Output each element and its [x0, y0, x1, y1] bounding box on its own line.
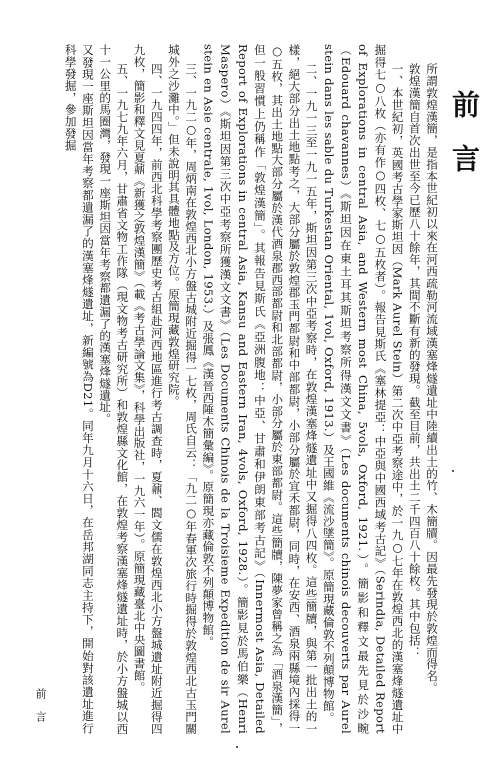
- paragraph-intro: 所謂敦煌漢簡，是指本世紀初以來在河西疏勒河流域漢塞烽燧遺址中陸續出土的竹、木簡牘。因最先發現於敦煌而得名。: [425, 62, 439, 694]
- page-title: 前言: [448, 90, 481, 198]
- paragraph-item-3: 三、一九二○年，周炳南在敦煌西北小方盤古城附近掘得一七枚，周氏自云：「九二○年春軍次旅行時掘得於敦煌西北古玉門關城外之沙灘中。」但未說明其具體地點及方位。原簡現藏敦煌研究院。: [166, 44, 199, 734]
- paragraph-item-2: 二、一九一三至一九一五年，斯坦因第三次中亞考察時，在敦煌漢塞烽燧遺址中又掘得八四枚。這些簡牘，與第一批出土的一樣，絕大部分出土地點考之，大部分屬於敦煌郡玉門都尉和中部都尉，小部分屬於宜禾都尉，同時，在安西、酒泉兩縣境內採得一○五枚，其出土地點大部分屬於漢代酒泉郡西部都尉和北部都尉，小部分屬於東部都尉。這些簡牘，陳夢家曾稱之為「酒泉漢簡」，但一般習慣上仍稱作「敦煌漢簡」。其報告見斯氏《亞洲腹地：中亞、甘肅和伊朗東部考古記》（Innermost Asia, Detailed Report of Explorations in central Asia, Kansu and Eastern Iran, 4vols, Oxford, 1928.）。簡影見於馬伯樂（Henri Maspero）《斯坦因第三次中亞考察所獲漢文文書》（Les Documents Chinois de la Troisieme Expedition de sir Aurel stein en Asie centrale, 1vol, London, 1953.）及張鳳《漢晉西陲木簡彙編》。原簡現亦藏倫敦不列顛博物館。: [201, 44, 319, 734]
- paragraph-item-1: 一、本世紀初，英國考古學家斯坦因（Mark Aurel Stein）第二次中亞考察途中，於一九○七年在敦煌西北的漢塞烽燧遺址中掘得七○八枚（亦有作○四枚、七○五枚者）。報告見斯氏《塞林提亞：中亞與中國西域考古記》（Serindia, Detailed Report of Explorations in central Asia, and Western most China, 5vols, Oxford, 1921.）。簡影和釋文最先見於沙畹（Edouard chavannes）《斯坦因在東土耳其斯坦考察所得漢文文書》（Les documents chinois decouverts par Aurel stein dans les sable du Turkestan Oriental, 1vol, Oxford, 1913.）及王國維《流沙墜簡》。原簡現藏倫敦不列顛博物館。: [321, 44, 405, 734]
- scan-speck: [236, 746, 238, 748]
- paragraph-summary: 敦煌漢簡自首次出世至今已歷八十餘年，其間不斷有新的發現。截至目前，共出土二千四百八十餘枚。其中包括：: [407, 62, 422, 658]
- paragraph-item-4: 四、一九四四年，前西北科學考察團歷史考古組赴河西地區進行考古調查時，夏鼐、閻文儒在敦煌西北小方盤城遺址附近掘得四九枚，簡影和釋文見夏鼐《新獲之敦煌漢簡》（載《考古學論文集》，科學出版社，一九六一年）。原簡現藏臺北中央圖書館。: [132, 44, 164, 734]
- body-text: [40, 44, 440, 734]
- paragraph-item-5: 五、一九七九年六月，甘肅省文物工作隊（現文物考古研究所）和敦煌縣文化館，在敦煌考察漢塞烽燧遺址時，於小方盤城以西十一公里的馬圈灣，發現一座斯坦因當年考察都遺漏了的漢塞烽燧遺址。: [98, 44, 130, 734]
- running-footer: 前言: [34, 688, 47, 734]
- paragraph-continuation: 又發現一座斯坦因當年考察都遺漏了的漢塞烽燧遺址，新編號為D21。同年九月十六日，在岳邦湖同志主持下，開始對該遺址進行科學發掘，參加發掘: [63, 44, 95, 734]
- scan-speck: [452, 470, 454, 472]
